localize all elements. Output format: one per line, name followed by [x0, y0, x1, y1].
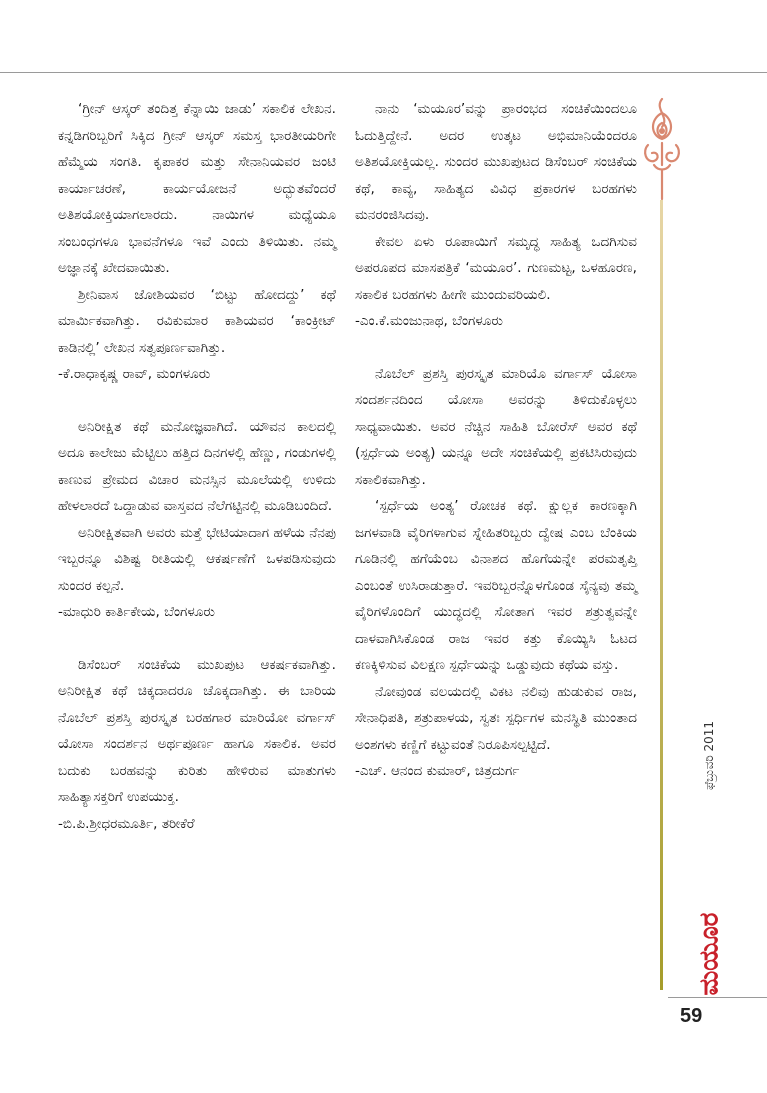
letter-paragraph: ಕೇವಲ ಏಳು ರೂಪಾಯಿಗೆ ಸಮೃದ್ಧ ಸಾಹಿತ್ಯ ಒದಗಿಸುವ ಅಪರೂಪದ ಮಾಸಪತ್ರಿಕೆ ‘ಮಯೂರ’. ಗುಣಮಟ್ಟ, ಒಳಹೂರಣ, ಸಕಾಲಿಕ ಬರಹಗಳು ಹೀಗೇ ಮುಂದುವರಿಯಲಿ. [355, 233, 637, 303]
letter-paragraph: ‘ಸ್ಪರ್ಧೆಯ ಅಂತ್ಯ’ ರೋಚಕ ಕಥೆ. ಕ್ಷುಲ್ಲಕ ಕಾರಣಕ್ಕಾಗಿ ಜಗಳವಾಡಿ ವೈರಿಗಳಾಗುವ ಸ್ನೇಹಿತರಿಬ್ಬರು ದ್ವೇಷ ಎಂಬ ಬೆಂಕಿಯ ಗೂಡಿನಲ್ಲಿ ಹಗೆಯೆಂಬ ವಿನಾಶದ ಹೊಗೆಯನ್ನೇ ಪರಮತೃಪ್ತಿ ಎಂಬಂತೆ ಉಸಿರಾಡುತ್ತಾರೆ. ಇವರಿಬ್ಬರನ್ನೊಳಗೊಂಡ ಸೈನ್ಯವು ತಮ್ಮ ವೈರಿಗಳೊಂದಿಗೆ ಯುದ್ಧದಲ್ಲಿ ಸೋತಾಗ ಇವರ ಶತ್ರುತ್ವವನ್ನೇ ದಾಳವಾಗಿಸಿಕೊಂಡ ರಾಜ ಇವರ ಕತ್ತು ಕೊಯ್ಯಿಸಿ ಓಟದ ಕಣಕ್ಕಿಳಿಸುವ ವಿಲಕ್ಷಣ ಸ್ಪರ್ಧೆಯನ್ನು ಒಡ್ಡುವುದು ಕಥೆಯ ವಸ್ತು. [355, 498, 637, 673]
letter-4 [355, 96, 637, 335]
bottom-rule [668, 997, 767, 998]
decorative-vertical-line [660, 200, 663, 990]
letter-paragraph: ಡಿಸೆಂಬರ್ ಸಂಚಿಕೆಯ ಮುಖಪುಟ ಆಕರ್ಷಕವಾಗಿತ್ತು. ಅನಿರೀಕ್ಷಿತ ಕಥೆ ಚಿಕ್ಕದಾದರೂ ಚೊಕ್ಕದಾಗಿತ್ತು. ಈ ಬಾರಿಯ ನೊಬೆಲ್ ಪ್ರಶಸ್ತಿ ಪುರಸ್ಕೃತ ಬರಹಗಾರ ಮಾರಿಯೋ ವರ್ಗಾಸ್ ಯೋಸಾ ಸಂದರ್ಶನ ಅರ್ಥಪೂರ್ಣ ಹಾಗೂ ಸಕಾಲಿಕ. ಅವರ ಬದುಕು ಬರಹವನ್ನು ಕುರಿತು ಹೇಳಿರುವ ಮಾತುಗಳು ಸಾಹಿತ್ಯಾಸಕ್ತರಿಗೆ ಉಪಯುಕ್ತ. [58, 656, 336, 805]
letter-paragraph: ನೋವುಂಡ ವಲಯದಲ್ಲಿ ವಿಕಟ ನಲಿವು ಹುಡುಕುವ ರಾಜ, ಸೇನಾಧಿಪತಿ, ಶತ್ರುಪಾಳಯ, ಸ್ವತಃ ಸ್ಪರ್ಧಿಗಳ ಮನಸ್ಥಿತಿ ಮುಂತಾದ ಅಂಶಗಳು ಕಣ್ಣಿಗೆ ಕಟ್ಟುವಂತೆ ನಿರೂಪಿಸಲ್ಪಟ್ಟಿದೆ. [355, 683, 637, 753]
letter-paragraph: ನೊಬೆಲ್ ಪ್ರಶಸ್ತಿ ಪುರಸ್ಕೃತ ಮಾರಿಯೊ ವರ್ಗಾಸ್ ಯೋಸಾ ಸಂದರ್ಶನದಿಂದ ಯೋಸಾ ಅವರನ್ನು ತಿಳಿದುಕೊಳ್ಳಲು ಸಾಧ್ಯವಾಯಿತು. ಅವರ ನೆಚ್ಚಿನ ಸಾಹಿತಿ ಬೋರೆಸ್ ಅವರ ಕಥೆ (ಸ್ಪರ್ಧೆಯ ಅಂತ್ಯ) ಯನ್ನೂ ಅದೇ ಸಂಚಿಕೆಯಲ್ಲಿ ಪ್ರಕಟಿಸಿರುವುದು ಸಕಾಲಿಕವಾಗಿತ್ತು. [355, 365, 637, 488]
letter-1 [58, 96, 336, 388]
letter-signature: -ಎಂ.ಕೆ.ಮಂಜುನಾಥ, ಬೆಂಗಳೂರು [355, 313, 503, 329]
letter-paragraph: ‘ಗ್ರೀನ್ ಆಸ್ಕರ್ ತಂದಿತ್ತ ಕೆನ್ನಾಯಿ ಜಾಡು’ ಸಕಾಲಿಕ ಲೇಖನ. ಕನ್ನಡಿಗರಿಬ್ಬರಿಗೆ ಸಿಕ್ಕಿದ ಗ್ರೀನ್ ಆಸ್ಕರ್ ಸಮಸ್ತ ಭಾರತೀಯರಿಗೇ ಹೆಮ್ಮೆಯ ಸಂಗತಿ. ಕೃಪಾಕರ ಮತ್ತು ಸೇನಾನಿಯವರ ಜಂಟಿ ಕಾರ್ಯಾಚರಣೆ, ಕಾರ್ಯಯೋಜನೆ ಅದ್ಭುತವೆಂದರೆ ಅತಿಶಯೋಕ್ತಿಯಾಗಲಾರದು. ನಾಯಿಗಳ ಮಧ್ಯೆಯೂ ಸಂಬಂಧಗಳೂ ಭಾವನೆಗಳೂ ಇವೆ ಎಂದು ತಿಳಿಯಿತು. ನಮ್ಮ ಅಜ್ಞಾನಕ್ಕೆ ಖೇದವಾಯಿತು. [58, 101, 336, 276]
masthead-logo: ಮಯೂರ [694, 912, 725, 996]
letter-signature: -ಮಾಧುರಿ ಕಾರ್ತಿಕೇಯ, ಬೆಂಗಳೂರು [58, 604, 215, 620]
letters-column-left [58, 96, 336, 837]
letter-2 [58, 414, 336, 626]
letter-5 [355, 361, 637, 785]
letter-signature: -ಎಚ್. ಆನಂದ ಕುಮಾರ್, ಚಿತ್ರದುರ್ಗ [355, 763, 520, 779]
top-rule [0, 72, 767, 73]
letters-column-right [355, 96, 637, 785]
issue-date: ಫೆಬ್ರುವರಿ 2011 [702, 720, 716, 790]
letter-paragraph: ನಾನು ‘ಮಯೂರ’ವನ್ನು ಪ್ರಾರಂಭದ ಸಂಚಿಕೆಯಿಂದಲೂ ಓದುತ್ತಿದ್ದೇನೆ. ಅದರ ಉತ್ಕಟ ಅಭಿಮಾನಿಯೆಂದರೂ ಅತಿಶಯೋಕ್ತಿಯಲ್ಲ. ಸುಂದರ ಮುಖಪುಟದ ಡಿಸೆಂಬರ್ ಸಂಚಿಕೆಯ ಕಥೆ, ಕಾವ್ಯ, ಸಾಹಿತ್ಯದ ವಿವಿಧ ಪ್ರಕಾರಗಳ ಬರಹಗಳು ಮನರಂಜಿಸಿದವು. [355, 101, 637, 223]
letter-paragraph: ಅನಿರೀಕ್ಷಿತವಾಗಿ ಅವರು ಮತ್ತೆ ಭೇಟಿಯಾದಾಗ ಹಳೆಯ ನೆನಪು ಇಬ್ಬರನ್ನೂ ವಿಶಿಷ್ಟ ರೀತಿಯಲ್ಲಿ ಆಕರ್ಷಣೆಗೆ ಒಳಪಡಿಸುವುದು ಸುಂದರ ಕಲ್ಪನೆ. [58, 524, 336, 594]
letter-paragraph: ಶ್ರೀನಿವಾಸ ಜೋಶಿಯವರ ‘ಬಿಟ್ಟು ಹೋದದ್ದು’ ಕಥೆ ಮಾರ್ಮಿಕವಾಗಿತ್ತು. ರವಿಕುಮಾರ ಕಾಶಿಯವರ ‘ಕಾಂಕ್ರೀಟ್ ಕಾಡಿನಲ್ಲಿ’ ಲೇಖನ ಸತ್ವಪೂರ್ಣವಾಗಿತ್ತು. [58, 286, 336, 356]
letter-signature: -ಬಿ.ಪಿ.ಶ್ರೀಧರಮೂರ್ತಿ, ತರೀಕೆರೆ [58, 815, 195, 832]
letter-3 [58, 652, 336, 838]
page-number: 59 [680, 1005, 703, 1027]
letter-paragraph: ಅನಿರೀಕ್ಷಿತ ಕಥೆ ಮನೋಜ್ಞವಾಗಿದೆ. ಯೌವನ ಕಾಲದಲ್ಲಿ ಅದೂ ಕಾಲೇಜು ಮೆಟ್ಟಿಲು ಹತ್ತಿದ ದಿನಗಳಲ್ಲಿ ಹೆಣ್ಣು, ಗಂಡುಗಳಲ್ಲಿ ಕಾಣುವ ಪ್ರೇಮದ ವಿಚಾರ ಮನಸ್ಸಿನ ಮೂಲೆಯಲ್ಲಿ ಉಳಿದು ಹೇಳಲಾರದೆ ಒದ್ದಾಡುವ ವಾಸ್ತವದ ನೆಲೆಗಟ್ಟಿನಲ್ಲಿ ಮೂಡಿಬಂದಿದೆ. [58, 418, 336, 514]
letter-signature: -ಕೆ.ರಾಧಾಕೃಷ್ಣ ರಾವ್, ಮಂಗಳೂರು [58, 366, 211, 382]
peacock-feather-ornament-icon [640, 95, 684, 205]
